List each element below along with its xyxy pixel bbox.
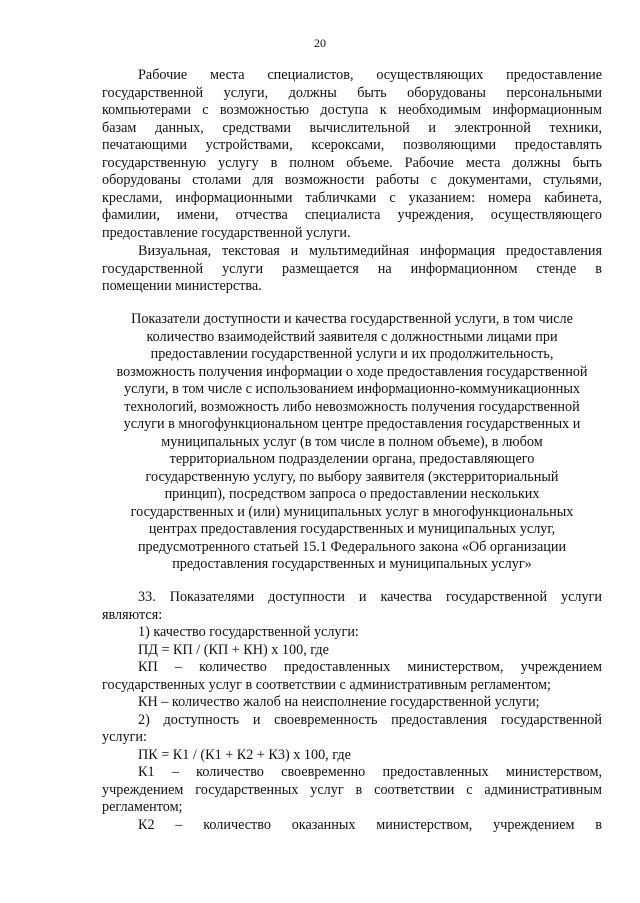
list-item-quality: 1) качество государственной услуги: (138, 624, 359, 640)
heading-line: количество взаимодействий заявителя с должностными лицами при (146, 328, 558, 345)
list-item-availability: 2) доступность и своевременность предоставления государственной (138, 711, 602, 728)
text-line: регламентом; (102, 799, 183, 815)
paragraph-workplaces (102, 67, 602, 242)
text-line: государственных услуг в соответствии с административным регламентом; (102, 676, 551, 693)
paragraph-visual-info (102, 243, 602, 296)
formula-pd: ПД = КП / (КП + КН) х 100, где (138, 641, 329, 658)
text-line: компьютерами с возможностью доступа к необходимым информационным (102, 102, 602, 118)
heading-line: государственных и (или) муниципальных услуг в многофункциональных (130, 503, 574, 520)
heading-line: услуги, в том числе с использованием информационно-коммуникационных (124, 381, 580, 397)
heading-line: центрах предоставления государственных и муниципальных услуг, (148, 521, 556, 537)
page-number: 20 (314, 36, 326, 50)
text-line: государственной услуги, должны быть оборудованы персональными (102, 84, 602, 101)
formula-pk: ПК = К1 / (К1 + К2 + К3) х 100, где (138, 746, 351, 763)
text-line: учреждением государственных услуг в соответствии с административным (102, 781, 602, 798)
heading-line: предусмотренного статьей 15.1 Федерального закона «Об организации (137, 538, 567, 555)
text-line: К2 – количество оказанных министерством, учреждением в (138, 816, 602, 833)
text-line: оборудованы столами для возможности работы с документами, стульями, (102, 172, 602, 188)
text-line: фамилии, имени, отчества специалиста учреждения, осуществляющего (102, 207, 602, 223)
heading-line: возможность получения информации о ходе предоставления государственной (116, 363, 588, 380)
text-line: базам данных, средствами вычислительной и электронной техники, (102, 119, 602, 136)
text-line: печатающими устройствами, ксероксами, позволяющими предоставлять (102, 137, 602, 153)
text-line: государственную услугу в полном объеме. Рабочие места должны быть (102, 154, 602, 171)
text-line: государственной услуги размещается на информационном стенде в (102, 260, 602, 277)
heading-line: предоставления государственных и муниципальных услуг» (172, 556, 532, 572)
heading-line: государственную услугу, по выбору заявителя (экстерриториальный (145, 468, 559, 485)
text-line: предоставление государственной услуги. (102, 224, 351, 241)
text-line: Визуальная, текстовая и мультимедийная информация предоставления (138, 243, 602, 259)
heading-line: муниципальных услуг (в том числе в полном объеме), в любом (161, 433, 543, 450)
heading-line: территориальном подразделении органа, предоставляющего (169, 451, 535, 467)
text-line: помещении министерства. (102, 278, 262, 294)
section-33 (102, 589, 602, 834)
text-line: К1 – количество своевременно предоставленных министерством, (138, 764, 602, 780)
text-line: являются: (102, 606, 163, 623)
heading-line: услуги в многофункциональном центре предоставления государственных и (123, 416, 581, 432)
section-heading (102, 311, 602, 574)
text-line: Рабочие места специалистов, осуществляющих предоставление (138, 67, 602, 83)
heading-line: принцип), посредством запроса о предоставлении нескольких (164, 486, 540, 502)
text-line: КН – количество жалоб на неисполнение государственной услуги; (138, 694, 540, 710)
text-line: услуги: (102, 729, 147, 745)
text-line: 33. Показателями доступности и качества государственной услуги (138, 589, 602, 605)
heading-line: технологий, возможность либо невозможность получения государственной (124, 398, 580, 415)
heading-line: Показатели доступности и качества государственной услуги, в том числе (131, 311, 573, 327)
text-line: креслами, информационными табличками с указанием: номера кабинета, (102, 189, 602, 206)
text-line: КП – количество предоставленных министерством, учреждением (138, 659, 602, 675)
heading-line: предоставлении государственной услуги и их продолжительность, (150, 346, 554, 362)
